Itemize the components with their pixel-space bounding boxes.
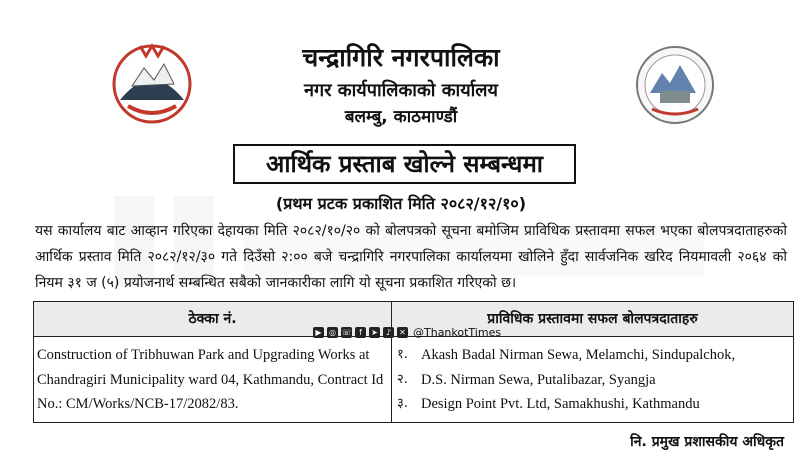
notice-body: यस कार्यालय बाट आव्हान गरिएका देहायका मिति २०८२/१०/२० को बोलपत्रको सूचना बमोजिम प्राविधिक प्रस्तावमा सफल भएका बोलपत्रदाताहरुको आर्थिक प्रस्ताव मिति २०८२/१२/३० गते दिउँसो २:०० बजे चन्द्रागिरि नगरपालिका कार्यालयमा खोलिने हुँदा सार्वजनिक खरिद नियमावली २०६४ को नियम ३१ ज (५) प्रयोजनार्थ सम्बन्धित सबैको जानकारीका लागि यो सूचना प्रकाशित गरिएको छ। xyxy=(35,223,787,291)
office-address: बलम्बु, काठमाण्डौं xyxy=(344,107,458,127)
whatsapp-icon: ☏ xyxy=(341,327,352,337)
bidder-number: २. xyxy=(397,371,408,387)
bidder-name: Akash Badal Nirman Sewa, Melamchi, Sindupalchok, xyxy=(421,347,736,363)
bidders-table xyxy=(33,301,794,423)
list-item xyxy=(397,392,792,417)
instagram-icon: ◎ xyxy=(327,327,338,338)
signatory-title: नि. प्रमुख प्रशासकीय अधिकृत xyxy=(630,434,784,450)
municipality-name: चन्द्रागिरि नगरपालिका xyxy=(302,43,500,72)
list-item xyxy=(397,368,792,393)
social-handle: @ThankotTimes xyxy=(413,325,502,339)
publication-date: (प्रथम प्रटक प्रकाशित मिति २०८२/१२/१०) xyxy=(275,194,527,213)
bidder-name: D.S. Nirman Sewa, Putalibazar, Syangja xyxy=(421,371,656,388)
youtube-icon: ▶ xyxy=(313,327,324,338)
contract-description: Construction of Tribhuwan Park and Upgrading Works at Chandragiri Municipality ward 04, Kathmandu, Contract Id No.: CM/Works/NCB-17/2082/83. xyxy=(37,347,384,412)
social-links xyxy=(313,325,501,339)
bidder-name: Design Point Pvt. Ltd, Samakhushi, Kathmandu xyxy=(421,396,700,412)
telegram-icon: ➤ xyxy=(369,327,380,338)
successful-bidders-header-label: प्राविधिक प्रस्तावमा सफल बोलपत्रदाताहरु xyxy=(487,311,698,327)
bidder-number: १. xyxy=(397,347,408,362)
notice-document xyxy=(4,4,798,472)
facebook-icon: f xyxy=(355,327,366,338)
subject-heading: आर्थिक प्रस्ताब खोल्ने सम्बन्धमा xyxy=(233,144,576,184)
bidders-list xyxy=(397,343,792,417)
contract-number-header: ठेक्का नं. xyxy=(34,302,392,337)
x-icon: ✕ xyxy=(397,327,408,338)
office-name: नगर कार्यपालिकाको कार्यालय xyxy=(304,80,498,101)
list-item xyxy=(397,343,792,368)
column-divider xyxy=(391,336,392,422)
bidder-number: ३. xyxy=(397,396,408,411)
tiktok-icon: ♪ xyxy=(383,327,394,338)
